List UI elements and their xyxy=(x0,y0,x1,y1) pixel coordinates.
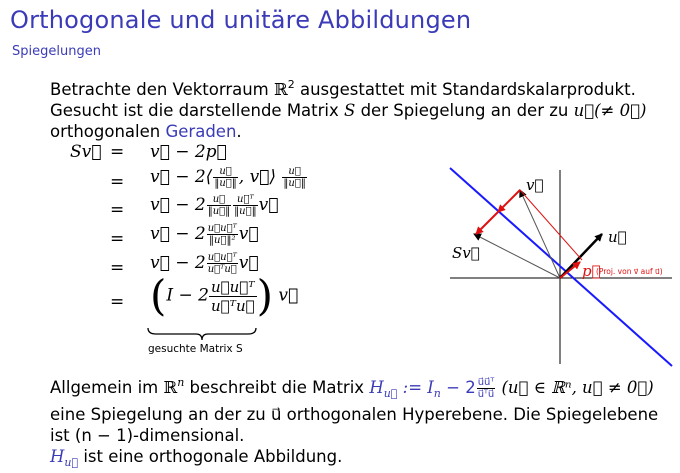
geraden-link[interactable]: Geraden xyxy=(165,122,237,141)
equals-sign: = xyxy=(110,142,125,162)
intro-line-3: orthogonalen Geraden. xyxy=(50,122,242,141)
vector-v xyxy=(520,190,560,278)
projection-line xyxy=(520,190,582,260)
label-sv: Sv⃗ xyxy=(452,244,480,262)
derivation-row-3: v⃗ − 2 $\frac{u⃗}{‖u⃗‖}$ $\frac{\text{u⃗ᵀ}}{‖u⃗‖}$ v⃗ xyxy=(150,194,279,217)
derivation-row-1: v⃗ − 2p⃗ xyxy=(150,142,227,162)
intro-line-1: Betrachte den Vektorraum ℝ$^2$ ausgestattet mit Standardskalarprodukt. xyxy=(50,78,636,99)
label-projection-note: (Proj. von v⃗ auf u⃗) xyxy=(596,267,663,276)
reflection-figure xyxy=(440,150,680,368)
derivation-row-6: (I − 2 $\frac{\text{u⃗u⃗ᵀ}}{\text{u⃗ᵀu⃗}}$ ) v⃗ xyxy=(150,271,299,320)
vector-sv xyxy=(474,234,560,278)
derivation-row-2: v⃗ − 2⟨ $\frac{u⃗}{‖u⃗‖}$ , v⃗⟩ $\frac{u⃗}{‖u⃗‖}$ xyxy=(150,166,306,189)
equals-sign: = xyxy=(110,229,125,249)
derivation-row-4: v⃗ − 2 $\frac{\text{u⃗u⃗ᵀ}}{\text{‖u⃗‖²}}$ v⃗ xyxy=(150,223,259,246)
label-v: v⃗ xyxy=(526,176,544,194)
general-paragraph xyxy=(50,372,658,473)
general-line-2: eine Spiegelung an der zu u⃗ orthogonalen Hyperebene. Die Spiegelebene xyxy=(50,405,659,424)
general-line-1: Allgemein im ℝ$^n$ beschreibt die Matrix $H_{u⃗}$ := $I_n - 2$ $\frac{\text{u⃗u⃗ᵀ}}{\text{u⃗ᵀu⃗}}$ (u⃗ ∈ ℝⁿ, u⃗ ≠ 0⃗) xyxy=(50,376,654,400)
equals-sign: = xyxy=(110,200,125,220)
intro-line-2: Gesucht ist die darstellende Matrix S der Spiegelung an der zu u⃗(≠ 0⃗) xyxy=(50,101,647,120)
slide-subtitle: Spiegelungen xyxy=(12,44,101,59)
reflection-step-1 xyxy=(498,190,520,212)
derivation-row-5: v⃗ − 2 $\frac{\text{u⃗u⃗ᵀ}}{\text{u⃗ᵀu⃗}}$ v⃗ xyxy=(150,252,259,275)
general-line-3: ist (n − 1)-dimensional. xyxy=(50,426,245,445)
label-u: u⃗ xyxy=(608,228,627,246)
reflection-step-2 xyxy=(476,212,498,234)
general-line-4: $H_{u⃗}$ ist eine orthogonale Abbildung. xyxy=(50,447,343,469)
intro-paragraph xyxy=(50,74,646,142)
equals-sign: = xyxy=(110,172,125,192)
label-p: p⃗ xyxy=(582,262,601,280)
equals-sign: = xyxy=(110,258,125,278)
slide-title: Orthogonale und unitäre Abbildungen xyxy=(10,6,472,34)
brace-label: gesuchte Matrix S xyxy=(148,343,243,355)
equals-sign: = xyxy=(110,292,125,312)
underbrace xyxy=(146,326,258,342)
derivation-lhs: Sv⃗ xyxy=(70,142,102,162)
